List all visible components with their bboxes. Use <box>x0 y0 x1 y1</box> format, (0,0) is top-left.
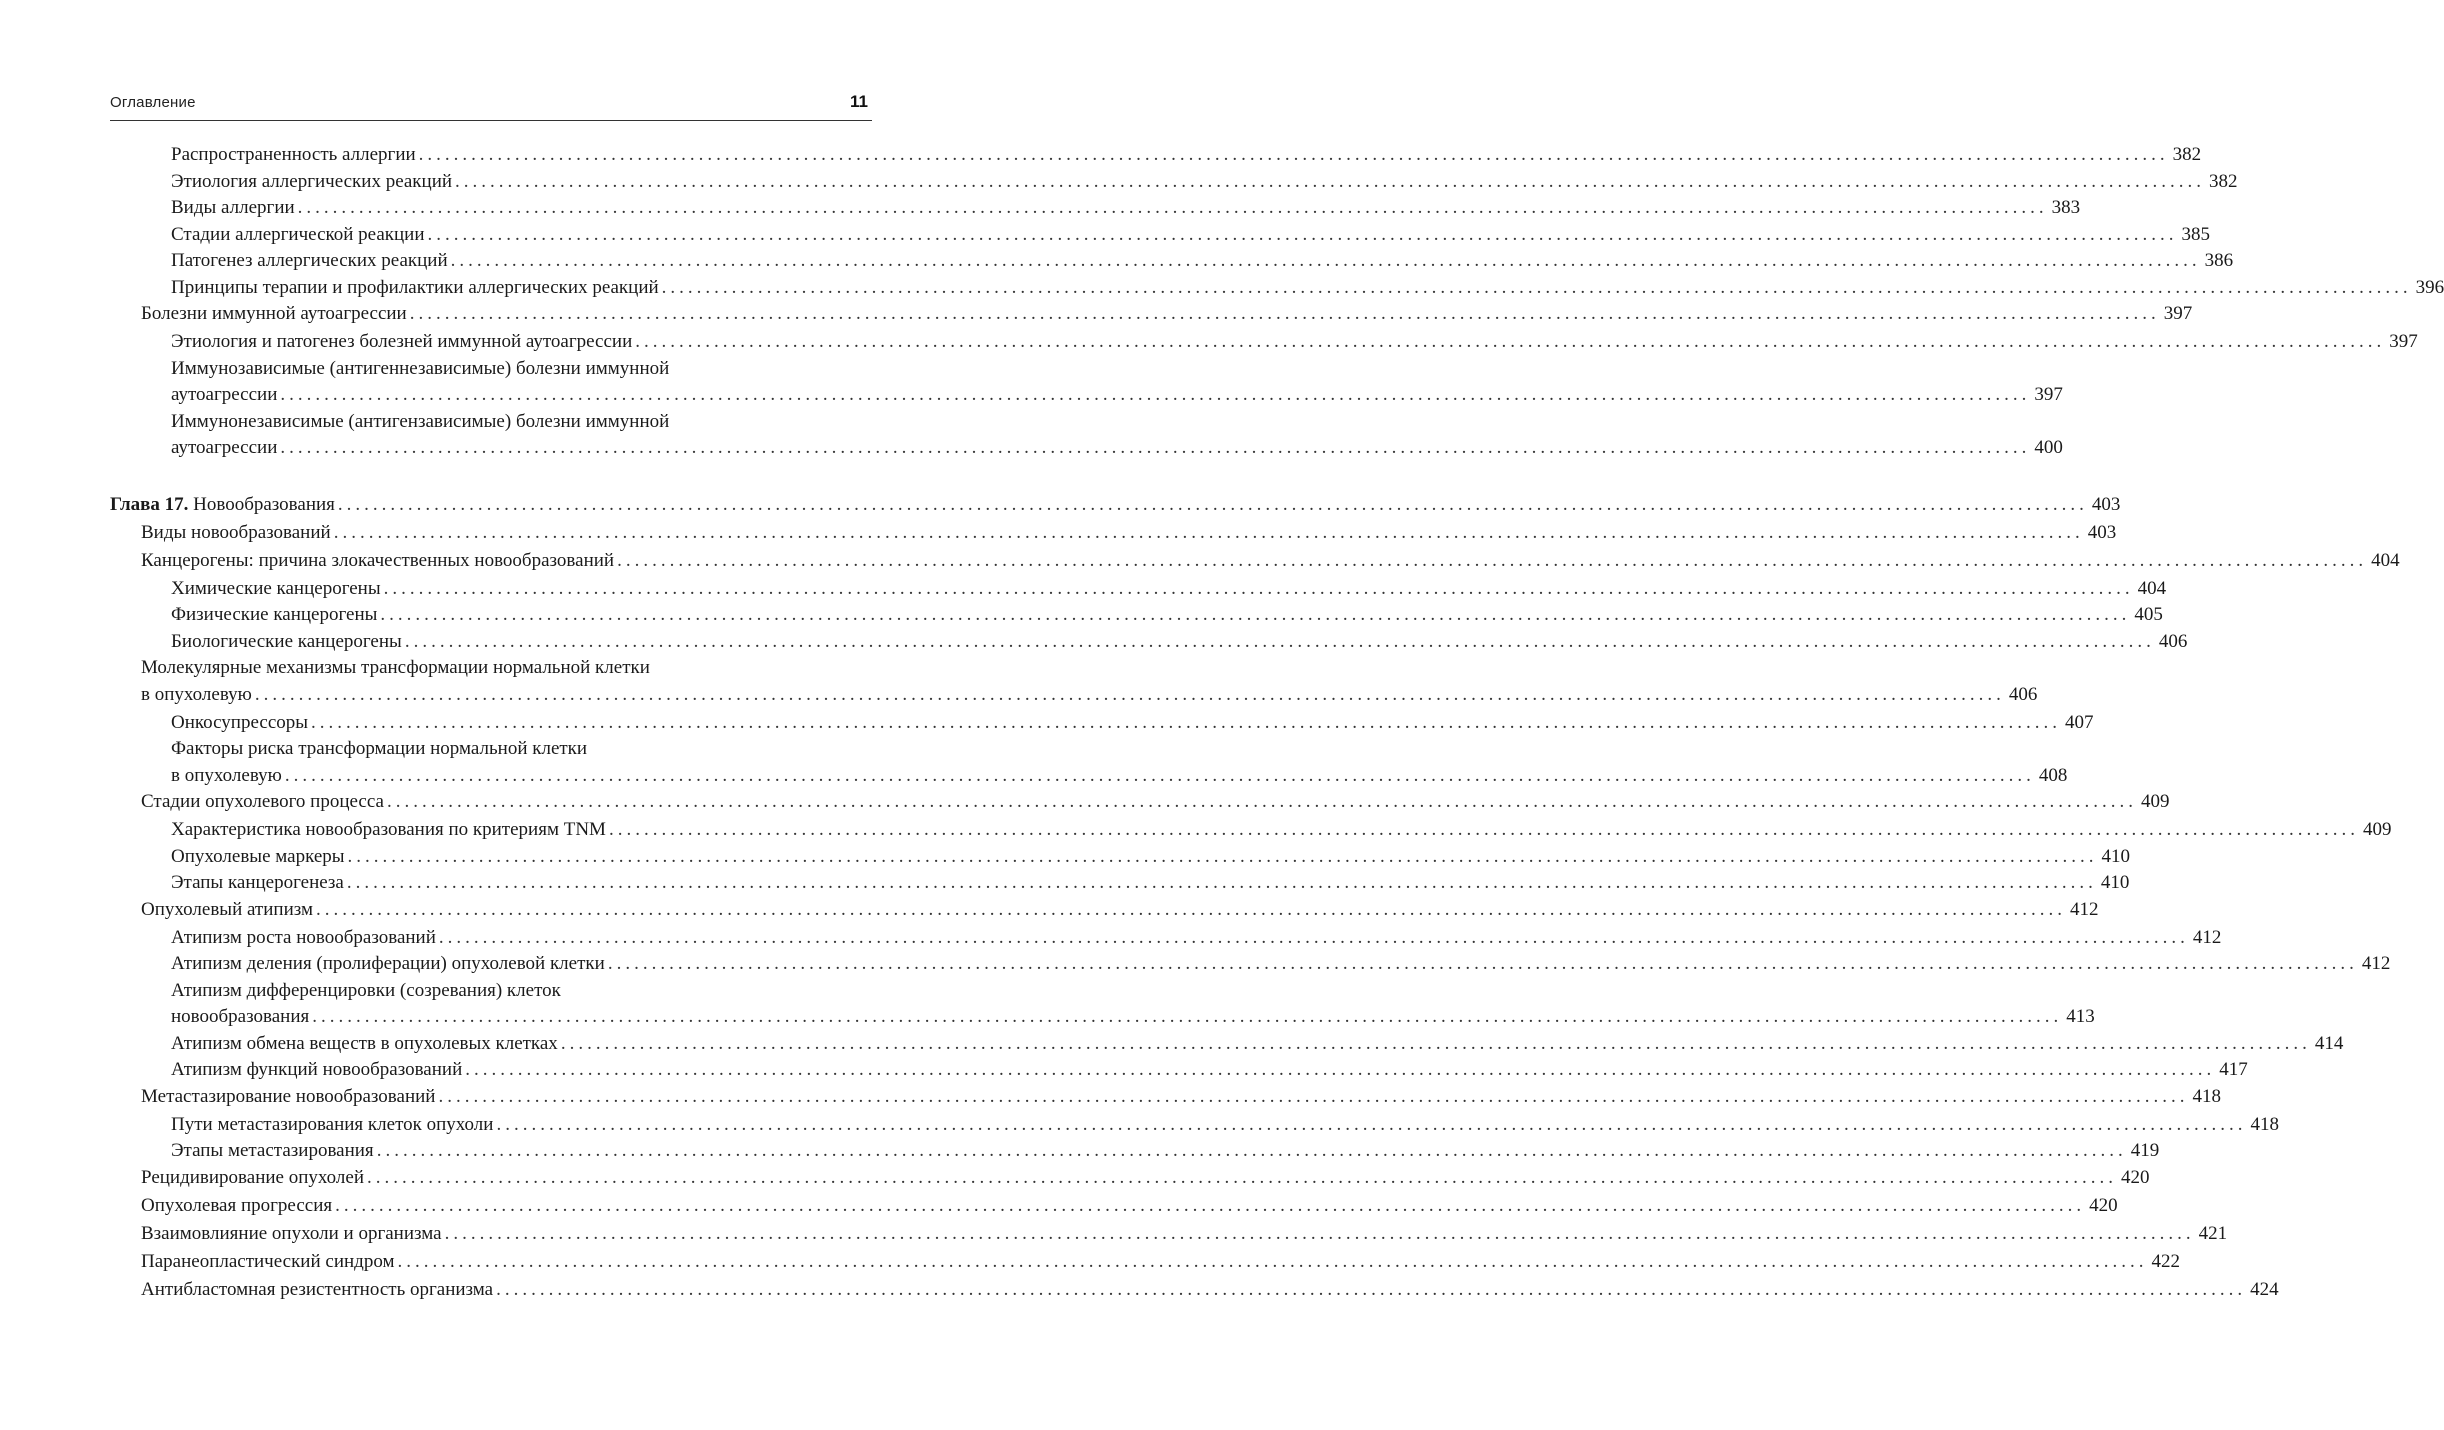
toc-page-number: 396 <box>2415 276 2444 298</box>
header-page-number: 11 <box>850 92 868 111</box>
toc-entry-title <box>141 548 614 574</box>
toc-entry-title <box>171 951 605 977</box>
toc-entry-text: Онкосупрессоры <box>171 711 309 733</box>
toc-page-number: 410 <box>2101 845 2131 867</box>
toc-entry-text: аутоагрессии <box>171 384 278 405</box>
toc-entry-text: Стадии аллергической реакции <box>171 223 425 245</box>
dot-leader: ........................................................................................................................................................................................................ <box>608 819 2359 840</box>
toc-page-number: 418 <box>2250 1113 2279 1135</box>
dot-leader: ........................................................................................................................................................................................................ <box>496 1113 2247 1135</box>
toc-entry-title <box>171 382 277 408</box>
toc-page-number: 405 <box>2134 604 2163 625</box>
dot-leader: ........................................................................................................................................................................................................ <box>496 1278 2247 1300</box>
toc-entry-text: Канцерогены: причина злокачественных новообразований <box>141 549 615 571</box>
toc-entry-text: Принципы терапии и профилактики аллергических реакций <box>171 276 659 298</box>
toc-entry-text: Атипизм обмена веществ в опухолевых клетках <box>171 1032 558 1054</box>
dot-leader: ........................................................................................................................................................................................................ <box>635 331 2386 352</box>
toc-entry-text: Виды новообразований <box>141 521 331 543</box>
toc-page-number: 413 <box>2066 1006 2095 1027</box>
dot-leader: ........................................................................................................................................................................................................ <box>335 1194 2086 1216</box>
running-header <box>110 92 872 121</box>
toc-entry-text: Патогенез аллергических реакций <box>171 250 448 271</box>
toc-entry-title <box>171 275 659 301</box>
toc-entry-text: Антибластомная резистентность организма <box>141 1278 494 1300</box>
dot-leader: ........................................................................................................................................................................................................ <box>311 711 2062 733</box>
toc-entry-text: Виды аллергии <box>171 197 295 218</box>
toc-page-number: 410 <box>2100 872 2130 893</box>
toc-entry-text: Пути метастазирования клеток опухоли <box>171 1113 494 1135</box>
toc-page-number: 409 <box>2140 791 2170 812</box>
toc-entry-text: в опухолевую <box>171 764 282 786</box>
toc-entry-title <box>171 817 606 843</box>
toc-entry-title <box>141 1193 332 1219</box>
toc-entry-text: Этиология аллергических реакций <box>171 170 453 192</box>
toc-entry-text: Новообразования <box>193 493 335 515</box>
toc-entry-title <box>171 1112 493 1138</box>
toc-entry-text: Взаимовлияние опухоли и организма <box>141 1222 442 1244</box>
dot-leader: ........................................................................................................................................................................................................ <box>397 1250 2148 1272</box>
toc-entry-title <box>141 1221 442 1247</box>
toc-entry-title <box>171 222 425 248</box>
toc-entry-title <box>171 329 632 355</box>
toc-entry-title <box>141 1249 395 1275</box>
toc-entry-text: Иммунонезависимые (антигензависимые) болезни иммунной <box>171 410 670 432</box>
toc-entry-text: Иммунозависимые (антигеннезависимые) болезни иммунной <box>171 357 670 379</box>
toc-entry-title <box>171 629 402 655</box>
toc-page-number: 407 <box>2065 711 2094 733</box>
dot-leader: ........................................................................................................................................................................................................ <box>284 764 2035 786</box>
toc-entry-title <box>141 1084 435 1110</box>
toc-entry-title <box>141 657 650 678</box>
toc-entry-text: Паранеопластический синдром <box>141 1250 395 1272</box>
toc-page-number: 382 <box>2172 144 2202 165</box>
toc-page-number: 420 <box>2121 1166 2150 1188</box>
dot-leader: ........................................................................................................................................................................................................ <box>427 223 2178 245</box>
toc-page-number: 422 <box>2151 1250 2180 1272</box>
toc-page-number: 406 <box>2008 683 2038 705</box>
dot-leader: ........................................................................................................................................................................................................ <box>450 250 2201 271</box>
toc-entry-title <box>171 844 345 870</box>
toc-page-number: 414 <box>2314 1032 2344 1054</box>
header-title: Оглавление <box>110 94 196 111</box>
toc-entry-title <box>171 1057 462 1083</box>
dot-leader: ........................................................................................................................................................................................................ <box>409 303 2160 324</box>
dot-leader: ........................................................................................................................................................................................................ <box>455 170 2206 192</box>
toc-entry-text: Атипизм дифференцировки (созревания) клеток <box>171 979 561 1001</box>
toc-entry-text: Молекулярные механизмы трансформации нормальной клетки <box>141 657 650 678</box>
toc-page-number: 409 <box>2362 819 2392 840</box>
toc-entry-text: Стадии опухолевого процесса <box>141 791 384 812</box>
dot-leader: ........................................................................................................................................................................................................ <box>376 1140 2127 1161</box>
toc-page-number: 412 <box>2361 953 2391 974</box>
dot-leader: ........................................................................................................................................................................................................ <box>465 1059 2216 1080</box>
dot-leader: ........................................................................................................................................................................................................ <box>383 577 2134 599</box>
toc-entry-title <box>141 301 407 327</box>
toc-page-number: 382 <box>2209 170 2238 192</box>
toc-entry-text: Атипизм функций новообразований <box>171 1059 463 1080</box>
toc-page-number: 419 <box>2130 1140 2160 1161</box>
dot-leader: ........................................................................................................................................................................................................ <box>254 683 2005 705</box>
toc-entry-text: Этапы метастазирования <box>171 1140 374 1161</box>
dot-leader: ........................................................................................................................................................................................................ <box>347 845 2098 867</box>
toc-page-number: 420 <box>2089 1194 2118 1216</box>
toc-entry-title <box>171 411 669 432</box>
toc-page-number: 400 <box>2034 437 2063 458</box>
toc-entry-text: Этиология и патогенез болезней иммунной аутоагрессии <box>171 331 633 352</box>
toc-entry-text: Характеристика новообразования по критериям TNM <box>171 819 606 840</box>
dot-leader: ........................................................................................................................................................................................................ <box>316 898 2066 920</box>
dot-leader: ........................................................................................................................................................................................................ <box>438 1085 2189 1107</box>
dot-leader: ........................................................................................................................................................................................................ <box>380 604 2131 625</box>
dot-leader: ........................................................................................................................................................................................................ <box>367 1166 2118 1188</box>
toc-entry-text: Рецидивирование опухолей <box>141 1166 365 1188</box>
dot-leader: ........................................................................................................................................................................................................ <box>560 1032 2311 1054</box>
toc-page-number: 412 <box>2070 898 2099 920</box>
toc-page-number: 397 <box>2389 331 2418 352</box>
toc-page-number: 383 <box>2051 197 2081 218</box>
toc-page-number: 403 <box>2091 493 2121 515</box>
toc-entry-text: Опухолевая прогрессия <box>141 1194 333 1216</box>
toc-entry-text: в опухолевую <box>141 683 252 705</box>
dot-leader: ........................................................................................................................................................................................................ <box>337 493 2088 515</box>
toc-page-number: 397 <box>2163 303 2193 324</box>
dot-leader: ........................................................................................................................................................................................................ <box>333 521 2084 543</box>
dot-leader: ........................................................................................................................................................................................................ <box>346 872 2097 893</box>
toc-page-number: 386 <box>2204 250 2234 271</box>
toc-entry-text: Опухолевый атипизм <box>141 898 313 920</box>
dot-leader: ........................................................................................................................................................................................................ <box>418 144 2169 165</box>
toc-entry-title <box>171 142 416 168</box>
toc-entry-text: новообразования <box>171 1006 310 1027</box>
toc-entry-title <box>141 789 384 815</box>
toc-entry-title <box>171 980 561 1001</box>
dot-leader: ........................................................................................................................................................................................................ <box>386 791 2137 812</box>
toc-entry-text: Физические канцерогены <box>171 604 378 625</box>
toc-entry-text: Распространенность аллергии <box>171 144 416 165</box>
toc-entry-title <box>171 435 277 461</box>
toc-entry-text: Атипизм деления (пролиферации) опухолевой клетки <box>171 953 605 974</box>
chapter-label: Глава 17. <box>110 493 189 515</box>
toc-entry-title <box>171 1138 374 1164</box>
dot-leader: ........................................................................................................................................................................................................ <box>617 549 2368 571</box>
toc-page-number: 418 <box>2192 1085 2221 1107</box>
toc-entry-text: Химические канцерогены <box>171 577 381 599</box>
toc-entry-title <box>171 925 436 951</box>
toc-page-number: 385 <box>2181 223 2211 245</box>
toc-entry-title <box>141 682 252 708</box>
dot-leader: ........................................................................................................................................................................................................ <box>404 630 2155 652</box>
toc-entry-text: Биологические канцерогены <box>171 630 402 652</box>
toc-entry-title <box>171 738 587 759</box>
dot-leader: ........................................................................................................................................................................................................ <box>312 1006 2063 1027</box>
toc-entry-title <box>171 576 381 602</box>
dot-leader: ........................................................................................................................................................................................................ <box>438 926 2189 948</box>
toc-entry-title <box>141 1165 364 1191</box>
toc-entry-text: Этапы канцерогенеза <box>171 872 344 893</box>
toc-entry-text: Опухолевые маркеры <box>171 845 345 867</box>
toc-entry-title <box>171 602 377 628</box>
toc-entry-title <box>171 358 669 379</box>
toc-page-number: 412 <box>2192 926 2222 948</box>
toc-page-number: 417 <box>2219 1059 2248 1080</box>
toc-page-number: 408 <box>2038 764 2068 786</box>
toc-entry-title <box>141 520 331 546</box>
toc-page-number: 403 <box>2087 521 2117 543</box>
toc-page-number: 406 <box>2158 630 2188 652</box>
toc-entry-text: Болезни иммунной аутоагрессии <box>141 303 407 324</box>
toc-entry-title <box>110 492 335 518</box>
toc-entry-title <box>141 897 313 923</box>
dot-leader: ........................................................................................................................................................................................................ <box>661 276 2412 298</box>
toc-entry-text: аутоагрессии <box>171 437 278 458</box>
toc-page-number: 404 <box>2371 549 2400 571</box>
toc-page-number: 424 <box>2250 1278 2279 1300</box>
toc-entry-text: Метастазирование новообразований <box>141 1085 436 1107</box>
toc-entry-title <box>171 870 344 896</box>
dot-leader: ........................................................................................................................................................................................................ <box>444 1222 2195 1244</box>
toc-page-number: 421 <box>2198 1222 2228 1244</box>
toc-entry-title <box>171 763 282 789</box>
toc-page-number: 397 <box>2034 384 2063 405</box>
toc-entry-title <box>171 1031 558 1057</box>
toc-page-number: 404 <box>2137 577 2167 599</box>
dot-leader: ........................................................................................................................................................................................................ <box>297 197 2048 218</box>
toc-entry-text: Атипизм роста новообразований <box>171 926 436 948</box>
toc-entry-title <box>141 1277 493 1303</box>
dot-leader: ........................................................................................................................................................................................................ <box>280 437 2031 458</box>
dot-leader: ........................................................................................................................................................................................................ <box>607 953 2358 974</box>
toc-entry-title <box>171 248 448 274</box>
toc-entry-title <box>171 1004 309 1030</box>
toc-entry-title <box>171 169 452 195</box>
toc-entry-text: Факторы риска трансформации нормальной клетки <box>171 738 588 759</box>
dot-leader: ........................................................................................................................................................................................................ <box>280 384 2031 405</box>
toc-entry-title <box>171 710 308 736</box>
toc-entry-title <box>171 195 295 221</box>
